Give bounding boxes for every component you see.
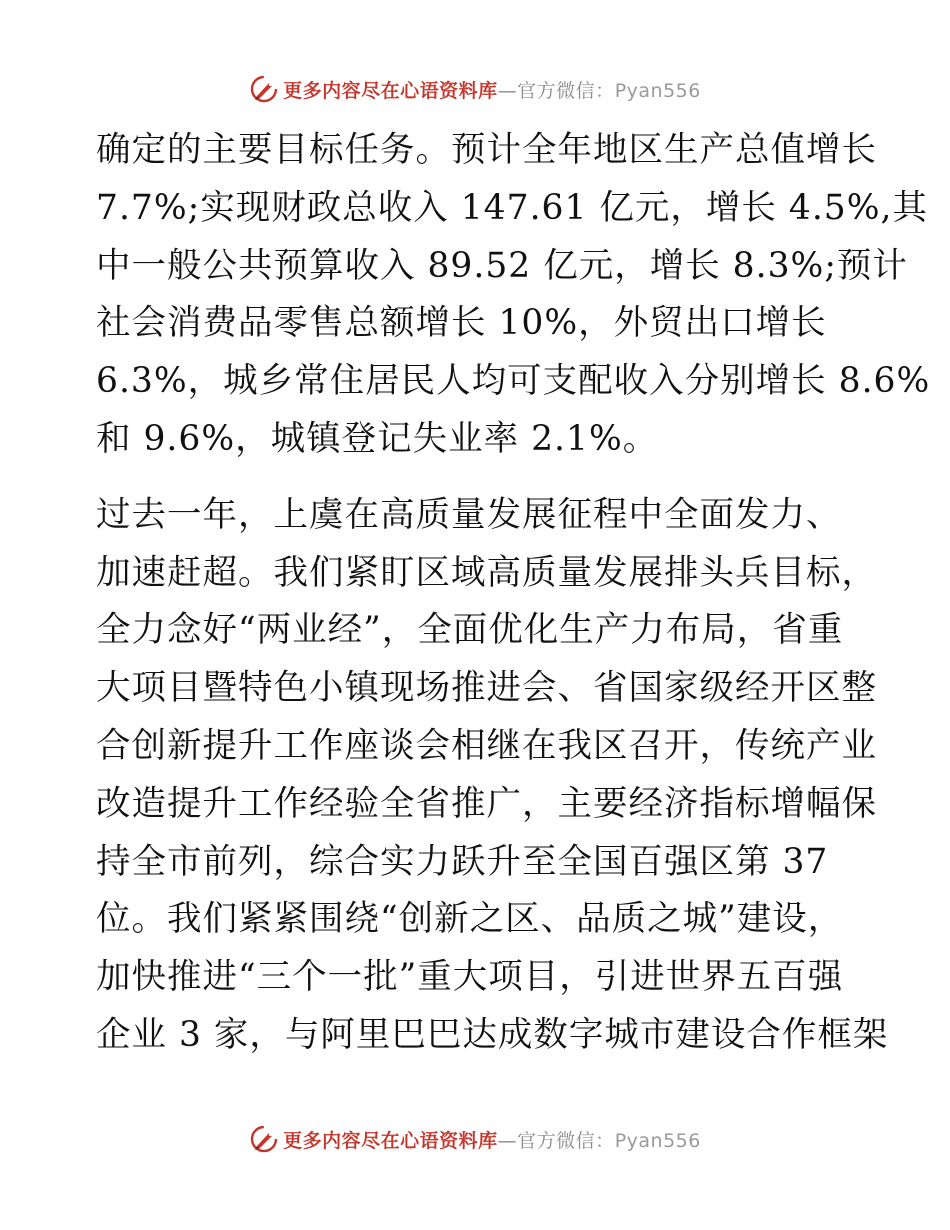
text-line: 大项目暨特色小镇现场推进会、省国家级经开区整: [96, 668, 877, 709]
watermark-dash: —: [497, 79, 518, 102]
text-line: 改造提升工作经验全省推广，主要经济指标增幅保: [96, 783, 877, 824]
text-line: 中一般公共预算收入 89.52 亿元，增长 8.3%;预计: [96, 245, 908, 286]
pen-nib-swirl-logo-icon: [249, 74, 279, 104]
text-line: 加快推进“三个一批”重大项目，引进世界五百强: [96, 957, 844, 998]
document-body: [96, 122, 931, 1065]
watermark-official-label: 官方微信：: [517, 79, 615, 102]
text-line: 7.7%;实现财政总收入 147.61 亿元，增长 4.5%,其: [96, 187, 929, 228]
text-line: 企业 3 家，与阿里巴巴达成数字城市建设合作框架: [96, 1014, 889, 1055]
watermark-handle: Pyan556: [614, 79, 701, 102]
paragraph-review: [96, 487, 889, 1065]
text-line: 和 9.6%，城镇登记失业率 2.1%。: [96, 418, 659, 459]
footer-watermark: [0, 1122, 950, 1156]
header-watermark: [0, 72, 950, 106]
text-line: 社会消费品零售总额增长 10%，外贸出口增长: [96, 303, 827, 344]
pen-nib-swirl-logo-icon: [249, 1124, 279, 1154]
watermark-dash: —: [497, 1129, 518, 1152]
text-line: 持全市前列，综合实力跃升至全国百强区第 37: [96, 841, 829, 882]
watermark-text: [283, 1126, 701, 1153]
watermark-lead: 更多内容尽在心语资料库: [283, 1129, 498, 1152]
text-line: 位。我们紧紧围绕“创新之区、品质之城”建设，: [96, 899, 844, 940]
text-line: 确定的主要目标任务。预计全年地区生产总值增长: [96, 130, 877, 170]
paragraph-targets: [96, 122, 931, 469]
text-line: 全力念好“两业经”，全面优化生产力布局，省重: [96, 610, 844, 651]
text-line: 合创新提升工作座谈会相继在我区召开，传统产业: [96, 725, 877, 766]
watermark-lead: 更多内容尽在心语资料库: [283, 79, 498, 102]
text-line: 6.3%，城乡常住居民人均可支配收入分别增长 8.6%: [96, 361, 931, 402]
watermark-text: [283, 76, 701, 103]
watermark-handle: Pyan556: [614, 1129, 701, 1152]
text-line: 加速赶超。我们紧盯区域高质量发展排头兵目标，: [96, 552, 877, 593]
watermark-official-label: 官方微信：: [517, 1129, 615, 1152]
text-line: 过去一年，上虞在高质量发展征程中全面发力、: [96, 494, 842, 535]
